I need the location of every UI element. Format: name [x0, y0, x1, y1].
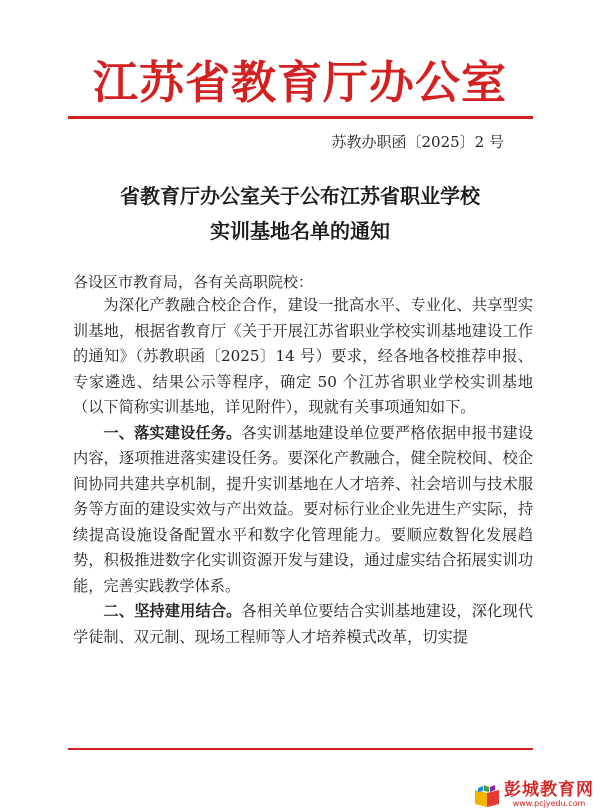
header-red-divider [68, 116, 533, 119]
document-title [0, 179, 600, 249]
document-number: 苏教办职函〔2025〕2 号 [331, 133, 504, 151]
section-1-body: 各实训基地建设单位要严格依据申报书建设内容，逐项推进落实建设任务。要深化产教融合，健全院校间、校企间协同共建共享机制，提升实训基地在人才培养、社会培训与技术服务等方面的建设实效与产出效益。要对标行业企业先进生产实际，持续提高设施设备配置水平和数字化管理能力。要顺应数智化发展趋势，积极推进数字化实训资源开发与建设，通过虚实结合拓展实训功能，完善实践教学体系。 [73, 423, 534, 595]
document-title-line-2: 实训基地名单的通知 [210, 219, 390, 243]
watermark [473, 781, 594, 808]
document-title-line-1: 省教育厅办公室关于公布江苏省职业学校 [120, 184, 480, 208]
watermark-url: www.pcjyedu.com [512, 799, 586, 808]
org-header-title: 江苏省教育厅办公室 [92, 56, 507, 109]
paragraph-intro: 为深化产教融合校企合作，建设一批高水平、专业化、共享型实训基地，根据省教育厅《关于开展江苏省职业学校实训基地建设工作的通知》（苏教职函〔2025〕14 号）要求，经各地各校推荐申报、专家遴选、结果公示等程序，确定 50 个江苏省职业学校实训基地（以下简称实训基地，详见附件），现就有关事项通知如下。 [73, 296, 533, 416]
salutation: 各设区市教育局，各有关高职院校： [73, 273, 314, 291]
section-1-heading: 一、落实建设任务。 [103, 423, 242, 442]
paragraph-section-1 [73, 421, 533, 600]
section-2-heading: 二、坚持建用结合。 [103, 602, 242, 620]
paragraph-section-2 [73, 599, 533, 650]
book-stack-icon [473, 784, 501, 808]
section-2-body: 各相关单位要结合实训基地建设，深化现代学徒制、双元制、现场工程师等人才培养模式改革，切实提 [73, 602, 534, 646]
watermark-logo-text: 彭城教育网 [504, 780, 594, 800]
document-body [73, 293, 533, 650]
footer-red-divider [68, 748, 533, 750]
